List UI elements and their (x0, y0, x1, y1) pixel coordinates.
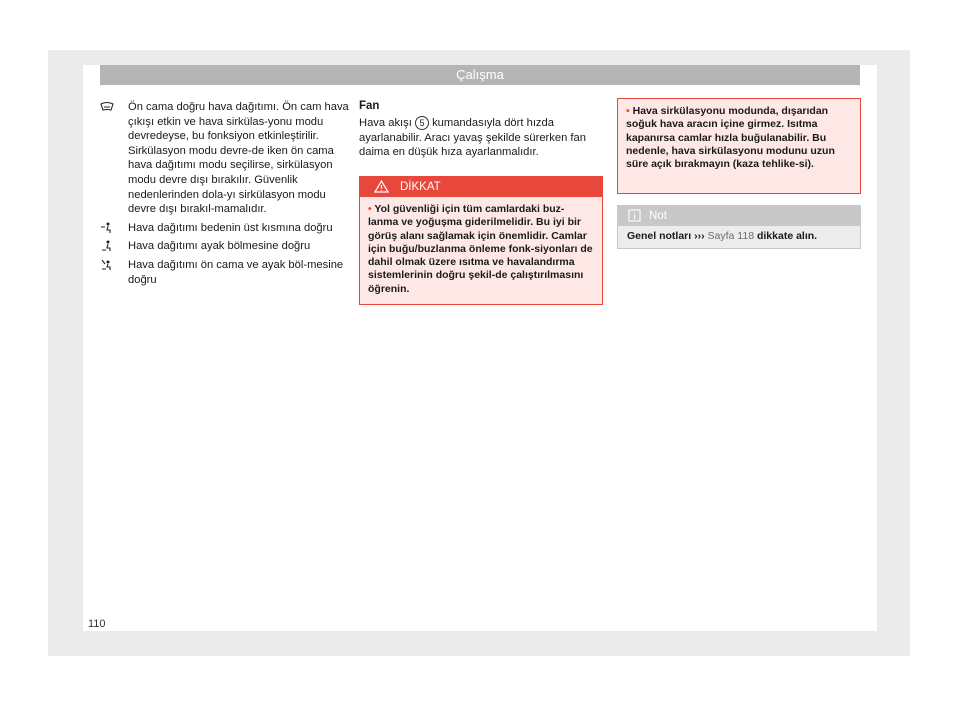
air-upper-body-icon (100, 222, 114, 234)
list-item (100, 100, 350, 217)
warning-header: DİKKAT (360, 177, 602, 197)
air-footwell-icon (100, 240, 114, 252)
note-text: Genel notları ››› Sayfa 118 dikkate alın. (627, 230, 818, 242)
list-item (100, 221, 350, 236)
warning-text: • Hava sirkülasyonu modunda, dışarıdan soğuk hava aracın içine girmez. Isıtma kapanırsa camlar hızla buğulanabilir. Bu nedenle, hava sirkülasyonu modunu uzun süre açık bırakmayın (kaza tehlike-si). (626, 105, 835, 171)
warning-box (359, 176, 603, 305)
note-header: Not (618, 206, 860, 226)
item-text: Ön cama doğru hava dağıtımı. Ön cam hava çıkışı etkin ve hava sirkülas-yonu modu devredeyse, bu fonksiyon etkinleştirilir. Sirkülasyon modu devre-de iken ön cama hava dağıtımı modu seçilirse, sirkülasyon modu devre dışı bırakılır. Güvenlik nedenlerinden dola-yı sirkülasyon modu devre dışı bırakıl-mamalıdır. (128, 101, 349, 216)
item-text: Hava dağıtımı ön cama ve ayak böl-mesine doğru (128, 258, 344, 286)
page-link[interactable]: Sayfa 118 (707, 230, 755, 242)
fan-section (359, 100, 602, 160)
list-item (100, 239, 350, 254)
page-number: 110 (88, 618, 106, 630)
item-text: Hava dağıtımı ayak bölmesine doğru (128, 240, 311, 253)
fan-text: Hava akışı 5 kumandasıyla dört hızda ayarlanabilir. Aracı yavaş şekilde sürerken fan daima en düşük hıza ayarlanmalıdır. (359, 117, 586, 159)
info-icon (628, 209, 641, 222)
air-windshield-footwell-icon (100, 259, 114, 271)
warning-box-continued (617, 98, 861, 194)
warning-triangle-icon (374, 180, 389, 193)
list-item (100, 258, 350, 287)
fan-title: Fan (359, 100, 380, 112)
note-box (617, 205, 861, 249)
section-header: Çalışma (100, 65, 860, 85)
control-number-badge: 5 (415, 116, 429, 130)
left-column (100, 100, 350, 291)
windshield-icon (100, 101, 114, 113)
warning-text: • Yol güvenliği için tüm camlardaki buz-lanma ve yoğuşma giderilmelidir. Bu iyi bir görüş alanı sağlamak için önemlidir. Camlar için buğu/buzlanma önleme fonk-siyonları de dahil olmak üzere ısıtma ve havalandırma sistemlerinin doğru şekil-de çalıştırılmasını öğrenin. (368, 203, 593, 295)
item-text: Hava dağıtımı bedenin üst kısmına doğru (128, 221, 333, 234)
